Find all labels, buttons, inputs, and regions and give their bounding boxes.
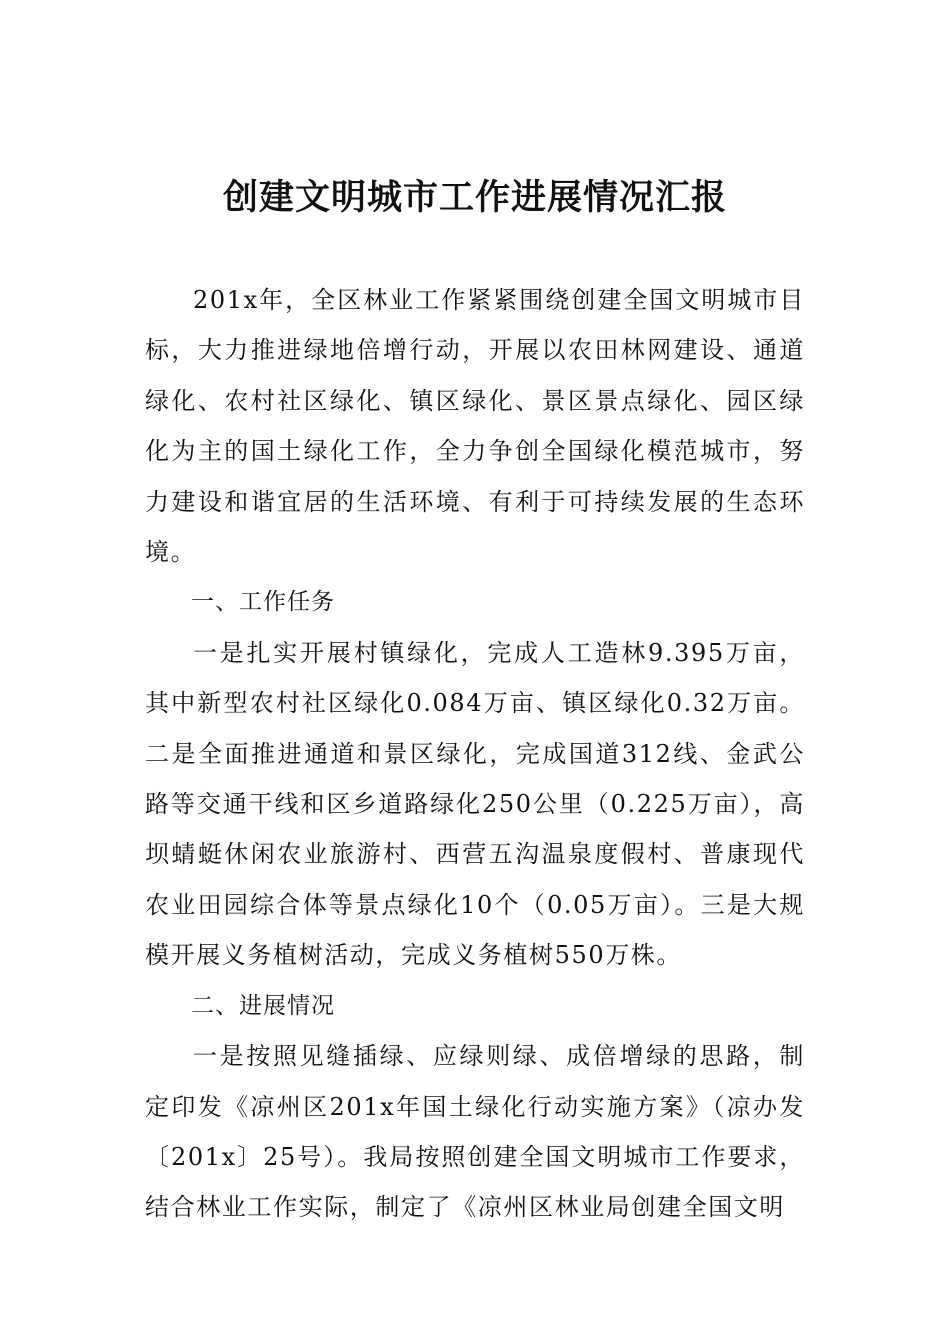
progress-paragraph: 一是按照见缝插绿、应绿则绿、成倍增绿的思路，制定印发《凉州区201x年国土绿化行动实施方案》（凉办发〔201x〕25号）。我局按照创建全国文明城市工作要求，结合林业工作实际，制定了《凉州区林业局创建全国文明 [145,1042,805,1222]
section-heading-progress: 二、进展情况 [191,992,335,1019]
tasks-paragraph: 一是扎实开展村镇绿化，完成人工造林9.395万亩，其中新型农村社区绿化0.084万亩、镇区绿化0.32万亩。二是全面推进通道和景区绿化，完成国道312线、金武公路等交通干线和区乡道路绿化250公里（0.225万亩），高坝蜻蜓休闲农业旅游村、西营五沟温泉度假村、普康现代农业田园综合体等景点绿化10个（0.05万亩）。三是大规模开展义务植树活动，完成义务植树550万株。 [145,638,805,970]
document-body [145,275,805,1233]
intro-paragraph: 201x年，全区林业工作紧紧围绕创建全国文明城市目标，大力推进绿地倍增行动，开展以农田林网建设、通道绿化、农村社区绿化、镇区绿化、景区景点绿化、园区绿化为主的国土绿化工作，全力争创全国绿化模范城市，努力建设和谐宜居的生活环境、有利于可持续发展的生态环境。 [145,286,805,567]
document-title: 创建文明城市工作进展情况汇报 [222,177,727,218]
section-heading-tasks: 一、工作任务 [191,589,335,616]
